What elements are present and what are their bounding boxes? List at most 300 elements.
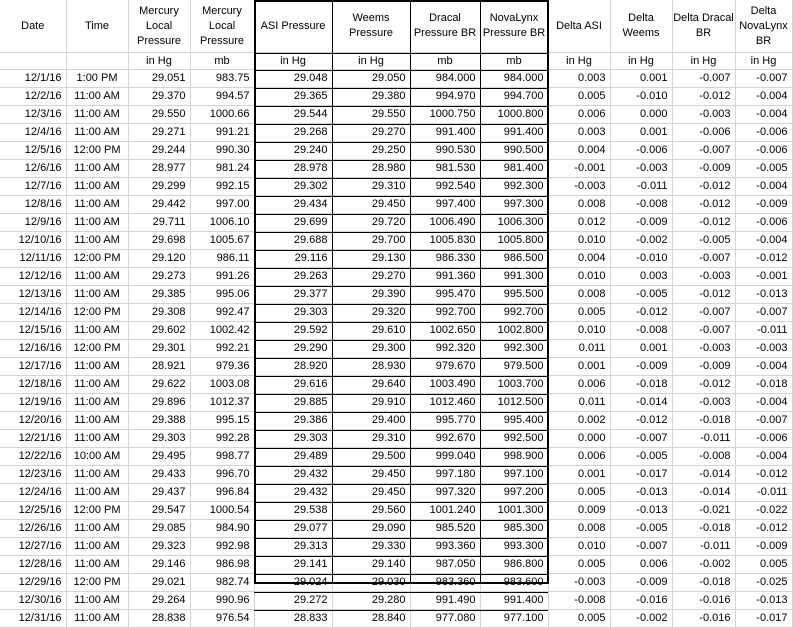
cell-mercury-mb[interactable]: 995.15	[190, 412, 254, 430]
cell-delta-dracal[interactable]: -0.003	[672, 394, 735, 412]
cell-novalynx[interactable]: 1001.300	[480, 502, 548, 520]
unit-delta-asi[interactable]: in Hg	[548, 53, 610, 70]
cell-dracal[interactable]: 992.320	[410, 340, 480, 358]
cell-delta-novalynx[interactable]: -0.013	[735, 592, 792, 610]
cell-delta-novalynx[interactable]: -0.011	[735, 484, 792, 502]
cell-delta-dracal[interactable]: -0.009	[672, 160, 735, 178]
cell-delta-dracal[interactable]: -0.018	[672, 520, 735, 538]
cell-mercury-mb[interactable]: 991.21	[190, 124, 254, 142]
cell-delta-asi[interactable]: 0.010	[548, 322, 610, 340]
header-time[interactable]: Time	[66, 0, 128, 53]
cell-dracal[interactable]: 995.770	[410, 412, 480, 430]
cell-date[interactable]: 12/3/16	[0, 106, 66, 124]
cell-delta-asi[interactable]: 0.004	[548, 142, 610, 160]
cell-novalynx[interactable]: 1005.800	[480, 232, 548, 250]
cell-delta-weems[interactable]: -0.018	[610, 376, 672, 394]
cell-weems[interactable]: 29.380	[332, 88, 410, 106]
cell-time[interactable]: 12:00 PM	[66, 340, 128, 358]
cell-asi[interactable]: 29.024	[254, 574, 332, 592]
cell-weems[interactable]: 29.320	[332, 304, 410, 322]
cell-asi[interactable]: 28.978	[254, 160, 332, 178]
cell-asi[interactable]: 28.833	[254, 610, 332, 628]
cell-date[interactable]: 12/14/16	[0, 304, 66, 322]
cell-novalynx[interactable]: 994.700	[480, 88, 548, 106]
cell-novalynx[interactable]: 981.400	[480, 160, 548, 178]
cell-delta-asi[interactable]: 0.004	[548, 250, 610, 268]
cell-delta-weems[interactable]: -0.017	[610, 466, 672, 484]
cell-delta-dracal[interactable]: -0.011	[672, 430, 735, 448]
cell-dracal[interactable]: 990.530	[410, 142, 480, 160]
cell-weems[interactable]: 29.450	[332, 466, 410, 484]
cell-delta-weems[interactable]: 0.003	[610, 268, 672, 286]
cell-asi[interactable]: 29.699	[254, 214, 332, 232]
cell-time[interactable]: 11:00 AM	[66, 466, 128, 484]
cell-date[interactable]: 12/28/16	[0, 556, 66, 574]
cell-time[interactable]: 11:00 AM	[66, 124, 128, 142]
header-delta-novalynx[interactable]: Delta NovaLynx BR	[735, 0, 792, 53]
header-weems[interactable]: Weems Pressure	[332, 0, 410, 53]
unit-mercury-inhg[interactable]: in Hg	[128, 53, 190, 70]
cell-mercury-mb[interactable]: 995.06	[190, 286, 254, 304]
cell-dracal[interactable]: 983.360	[410, 574, 480, 592]
cell-asi[interactable]: 29.885	[254, 394, 332, 412]
cell-delta-dracal[interactable]: -0.008	[672, 448, 735, 466]
cell-dracal[interactable]: 1006.490	[410, 214, 480, 232]
unit-delta-dracal[interactable]: in Hg	[672, 53, 735, 70]
cell-delta-asi[interactable]: 0.001	[548, 466, 610, 484]
cell-mercury-mb[interactable]: 992.15	[190, 178, 254, 196]
cell-mercury-mb[interactable]: 992.47	[190, 304, 254, 322]
unit-novalynx[interactable]: mb	[480, 53, 548, 70]
cell-delta-asi[interactable]: 0.005	[548, 556, 610, 574]
cell-mercury-inhg[interactable]: 29.547	[128, 502, 190, 520]
cell-novalynx[interactable]: 997.200	[480, 484, 548, 502]
cell-dracal[interactable]: 977.080	[410, 610, 480, 628]
unit-dracal[interactable]: mb	[410, 53, 480, 70]
cell-delta-asi[interactable]: 0.005	[548, 88, 610, 106]
cell-date[interactable]: 12/15/16	[0, 322, 66, 340]
cell-asi[interactable]: 29.489	[254, 448, 332, 466]
cell-delta-dracal[interactable]: -0.011	[672, 538, 735, 556]
cell-novalynx[interactable]: 977.100	[480, 610, 548, 628]
cell-weems[interactable]: 29.310	[332, 178, 410, 196]
cell-delta-dracal[interactable]: -0.003	[672, 268, 735, 286]
cell-dracal[interactable]: 1012.460	[410, 394, 480, 412]
cell-dracal[interactable]: 979.670	[410, 358, 480, 376]
cell-weems[interactable]: 28.980	[332, 160, 410, 178]
unit-weems[interactable]: in Hg	[332, 53, 410, 70]
cell-mercury-inhg[interactable]: 29.622	[128, 376, 190, 394]
cell-weems[interactable]: 29.390	[332, 286, 410, 304]
cell-delta-novalynx[interactable]: -0.005	[735, 160, 792, 178]
cell-asi[interactable]: 29.616	[254, 376, 332, 394]
cell-date[interactable]: 12/27/16	[0, 538, 66, 556]
cell-date[interactable]: 12/20/16	[0, 412, 66, 430]
cell-delta-novalynx[interactable]: -0.022	[735, 502, 792, 520]
cell-delta-novalynx[interactable]: -0.004	[735, 232, 792, 250]
cell-time[interactable]: 11:00 AM	[66, 592, 128, 610]
cell-mercury-mb[interactable]: 982.74	[190, 574, 254, 592]
cell-weems[interactable]: 29.030	[332, 574, 410, 592]
cell-delta-novalynx[interactable]: -0.025	[735, 574, 792, 592]
cell-mercury-inhg[interactable]: 29.698	[128, 232, 190, 250]
cell-date[interactable]: 12/22/16	[0, 448, 66, 466]
cell-dracal[interactable]: 1005.830	[410, 232, 480, 250]
cell-mercury-mb[interactable]: 996.70	[190, 466, 254, 484]
cell-asi[interactable]: 29.538	[254, 502, 332, 520]
cell-delta-weems[interactable]: -0.012	[610, 412, 672, 430]
cell-date[interactable]: 12/31/16	[0, 610, 66, 628]
cell-mercury-mb[interactable]: 992.98	[190, 538, 254, 556]
cell-mercury-inhg[interactable]: 29.271	[128, 124, 190, 142]
cell-time[interactable]: 11:00 AM	[66, 214, 128, 232]
cell-delta-dracal[interactable]: -0.009	[672, 358, 735, 376]
cell-dracal[interactable]: 994.970	[410, 88, 480, 106]
cell-mercury-mb[interactable]: 986.11	[190, 250, 254, 268]
cell-delta-dracal[interactable]: -0.007	[672, 142, 735, 160]
cell-delta-asi[interactable]: 0.006	[548, 448, 610, 466]
cell-delta-asi[interactable]: 0.005	[548, 610, 610, 628]
cell-novalynx[interactable]: 986.800	[480, 556, 548, 574]
cell-delta-asi[interactable]: -0.008	[548, 592, 610, 610]
cell-asi[interactable]: 29.592	[254, 322, 332, 340]
cell-time[interactable]: 1:00 PM	[66, 70, 128, 88]
cell-delta-novalynx[interactable]: -0.017	[735, 610, 792, 628]
header-delta-weems[interactable]: Delta Weems	[610, 0, 672, 53]
cell-dracal[interactable]: 991.400	[410, 124, 480, 142]
cell-novalynx[interactable]: 992.700	[480, 304, 548, 322]
cell-novalynx[interactable]: 997.300	[480, 196, 548, 214]
cell-weems[interactable]: 29.550	[332, 106, 410, 124]
cell-weems[interactable]: 29.560	[332, 502, 410, 520]
cell-delta-asi[interactable]: 0.003	[548, 124, 610, 142]
cell-time[interactable]: 11:00 AM	[66, 412, 128, 430]
cell-weems[interactable]: 29.700	[332, 232, 410, 250]
cell-delta-novalynx[interactable]: -0.018	[735, 376, 792, 394]
cell-dracal[interactable]: 997.180	[410, 466, 480, 484]
cell-delta-dracal[interactable]: -0.007	[672, 250, 735, 268]
cell-mercury-mb[interactable]: 1000.54	[190, 502, 254, 520]
cell-mercury-inhg[interactable]: 29.146	[128, 556, 190, 574]
cell-mercury-mb[interactable]: 1002.42	[190, 322, 254, 340]
cell-novalynx[interactable]: 985.300	[480, 520, 548, 538]
cell-dracal[interactable]: 993.360	[410, 538, 480, 556]
cell-delta-novalynx[interactable]: -0.006	[735, 124, 792, 142]
cell-delta-dracal[interactable]: -0.006	[672, 124, 735, 142]
cell-delta-novalynx[interactable]: -0.004	[735, 178, 792, 196]
header-delta-asi[interactable]: Delta ASI	[548, 0, 610, 53]
cell-asi[interactable]: 29.240	[254, 142, 332, 160]
cell-mercury-mb[interactable]: 998.77	[190, 448, 254, 466]
cell-delta-weems[interactable]: -0.007	[610, 538, 672, 556]
cell-delta-asi[interactable]: 0.008	[548, 196, 610, 214]
cell-delta-dracal[interactable]: -0.014	[672, 484, 735, 502]
cell-weems[interactable]: 29.310	[332, 430, 410, 448]
cell-mercury-inhg[interactable]: 29.442	[128, 196, 190, 214]
cell-delta-novalynx[interactable]: -0.004	[735, 106, 792, 124]
cell-dracal[interactable]: 1003.490	[410, 376, 480, 394]
cell-time[interactable]: 11:00 AM	[66, 232, 128, 250]
cell-novalynx[interactable]: 992.300	[480, 178, 548, 196]
cell-mercury-inhg[interactable]: 29.896	[128, 394, 190, 412]
cell-asi[interactable]: 29.048	[254, 70, 332, 88]
cell-dracal[interactable]: 1002.650	[410, 322, 480, 340]
cell-dracal[interactable]: 991.360	[410, 268, 480, 286]
cell-asi[interactable]: 29.432	[254, 484, 332, 502]
cell-date[interactable]: 12/8/16	[0, 196, 66, 214]
cell-mercury-mb[interactable]: 1000.66	[190, 106, 254, 124]
cell-novalynx[interactable]: 991.400	[480, 124, 548, 142]
cell-date[interactable]: 12/24/16	[0, 484, 66, 502]
cell-mercury-mb[interactable]: 1006.10	[190, 214, 254, 232]
cell-date[interactable]: 12/29/16	[0, 574, 66, 592]
cell-delta-weems[interactable]: 0.000	[610, 106, 672, 124]
cell-asi[interactable]: 29.434	[254, 196, 332, 214]
cell-date[interactable]: 12/13/16	[0, 286, 66, 304]
header-mercury-mb[interactable]: Mercury Local Pressure	[190, 0, 254, 53]
cell-mercury-mb[interactable]: 990.30	[190, 142, 254, 160]
cell-asi[interactable]: 29.290	[254, 340, 332, 358]
cell-mercury-mb[interactable]: 994.57	[190, 88, 254, 106]
cell-delta-novalynx[interactable]: -0.006	[735, 142, 792, 160]
cell-mercury-inhg[interactable]: 29.299	[128, 178, 190, 196]
cell-delta-novalynx[interactable]: -0.007	[735, 412, 792, 430]
cell-mercury-inhg[interactable]: 28.977	[128, 160, 190, 178]
cell-delta-weems[interactable]: -0.005	[610, 448, 672, 466]
cell-delta-dracal[interactable]: -0.003	[672, 340, 735, 358]
cell-time[interactable]: 11:00 AM	[66, 484, 128, 502]
cell-novalynx[interactable]: 990.500	[480, 142, 548, 160]
cell-delta-asi[interactable]: 0.002	[548, 412, 610, 430]
cell-delta-weems[interactable]: -0.011	[610, 178, 672, 196]
unit-delta-novalynx[interactable]: in Hg	[735, 53, 792, 70]
cell-asi[interactable]: 29.432	[254, 466, 332, 484]
cell-date[interactable]: 12/10/16	[0, 232, 66, 250]
cell-date[interactable]: 12/6/16	[0, 160, 66, 178]
cell-delta-dracal[interactable]: -0.012	[672, 214, 735, 232]
cell-weems[interactable]: 29.270	[332, 124, 410, 142]
cell-mercury-inhg[interactable]: 29.051	[128, 70, 190, 88]
cell-mercury-mb[interactable]: 1012.37	[190, 394, 254, 412]
cell-delta-dracal[interactable]: -0.007	[672, 304, 735, 322]
cell-asi[interactable]: 29.272	[254, 592, 332, 610]
cell-dracal[interactable]: 984.000	[410, 70, 480, 88]
cell-delta-weems[interactable]: -0.010	[610, 250, 672, 268]
cell-delta-weems[interactable]: -0.002	[610, 610, 672, 628]
cell-dracal[interactable]: 992.700	[410, 304, 480, 322]
cell-time[interactable]: 11:00 AM	[66, 106, 128, 124]
cell-asi[interactable]: 29.268	[254, 124, 332, 142]
header-delta-dracal[interactable]: Delta Dracal BR	[672, 0, 735, 53]
cell-mercury-inhg[interactable]: 29.308	[128, 304, 190, 322]
cell-weems[interactable]: 29.610	[332, 322, 410, 340]
cell-asi[interactable]: 29.544	[254, 106, 332, 124]
cell-mercury-mb[interactable]: 986.98	[190, 556, 254, 574]
cell-delta-novalynx[interactable]: -0.004	[735, 448, 792, 466]
cell-weems[interactable]: 29.280	[332, 592, 410, 610]
cell-delta-asi[interactable]: 0.010	[548, 268, 610, 286]
cell-novalynx[interactable]: 1012.500	[480, 394, 548, 412]
cell-time[interactable]: 11:00 AM	[66, 556, 128, 574]
cell-delta-novalynx[interactable]: -0.011	[735, 322, 792, 340]
cell-mercury-inhg[interactable]: 29.264	[128, 592, 190, 610]
cell-weems[interactable]: 29.050	[332, 70, 410, 88]
cell-date[interactable]: 12/25/16	[0, 502, 66, 520]
cell-mercury-mb[interactable]: 1003.08	[190, 376, 254, 394]
cell-asi[interactable]: 29.303	[254, 304, 332, 322]
cell-weems[interactable]: 29.270	[332, 268, 410, 286]
cell-delta-asi[interactable]: -0.001	[548, 160, 610, 178]
cell-delta-asi[interactable]: 0.006	[548, 106, 610, 124]
cell-weems[interactable]: 29.500	[332, 448, 410, 466]
cell-novalynx[interactable]: 991.400	[480, 592, 548, 610]
cell-delta-asi[interactable]: 0.005	[548, 304, 610, 322]
cell-delta-weems[interactable]: 0.006	[610, 556, 672, 574]
cell-delta-asi[interactable]: 0.005	[548, 484, 610, 502]
cell-delta-weems[interactable]: -0.016	[610, 592, 672, 610]
cell-asi[interactable]: 29.365	[254, 88, 332, 106]
cell-delta-asi[interactable]: 0.000	[548, 430, 610, 448]
cell-delta-weems[interactable]: -0.013	[610, 484, 672, 502]
cell-delta-asi[interactable]: 0.009	[548, 502, 610, 520]
cell-dracal[interactable]: 997.320	[410, 484, 480, 502]
cell-mercury-inhg[interactable]: 29.550	[128, 106, 190, 124]
cell-delta-asi[interactable]: 0.011	[548, 394, 610, 412]
unit-delta-weems[interactable]: in Hg	[610, 53, 672, 70]
cell-mercury-inhg[interactable]: 29.244	[128, 142, 190, 160]
cell-weems[interactable]: 29.640	[332, 376, 410, 394]
cell-delta-asi[interactable]: 0.010	[548, 232, 610, 250]
cell-mercury-inhg[interactable]: 29.021	[128, 574, 190, 592]
cell-asi[interactable]: 29.141	[254, 556, 332, 574]
cell-novalynx[interactable]: 1003.700	[480, 376, 548, 394]
cell-mercury-inhg[interactable]: 29.303	[128, 430, 190, 448]
cell-time[interactable]: 11:00 AM	[66, 178, 128, 196]
cell-delta-novalynx[interactable]: -0.006	[735, 214, 792, 232]
cell-delta-asi[interactable]: 0.010	[548, 538, 610, 556]
cell-mercury-inhg[interactable]: 29.120	[128, 250, 190, 268]
cell-time[interactable]: 11:00 AM	[66, 88, 128, 106]
cell-delta-novalynx[interactable]: -0.006	[735, 430, 792, 448]
cell-delta-novalynx[interactable]: -0.004	[735, 88, 792, 106]
cell-mercury-inhg[interactable]: 29.388	[128, 412, 190, 430]
cell-mercury-mb[interactable]: 984.90	[190, 520, 254, 538]
cell-delta-dracal[interactable]: -0.016	[672, 592, 735, 610]
cell-date[interactable]: 12/2/16	[0, 88, 66, 106]
cell-delta-weems[interactable]: -0.009	[610, 358, 672, 376]
header-date[interactable]: Date	[0, 0, 66, 53]
cell-novalynx[interactable]: 993.300	[480, 538, 548, 556]
cell-delta-asi[interactable]: 0.003	[548, 70, 610, 88]
cell-date[interactable]: 12/17/16	[0, 358, 66, 376]
cell-delta-dracal[interactable]: -0.007	[672, 322, 735, 340]
cell-delta-weems[interactable]: -0.009	[610, 214, 672, 232]
cell-delta-novalynx[interactable]: 0.005	[735, 556, 792, 574]
cell-weems[interactable]: 29.140	[332, 556, 410, 574]
unit-mercury-mb[interactable]: mb	[190, 53, 254, 70]
cell-delta-dracal[interactable]: -0.012	[672, 286, 735, 304]
cell-delta-dracal[interactable]: -0.002	[672, 556, 735, 574]
cell-weems[interactable]: 29.720	[332, 214, 410, 232]
cell-delta-dracal[interactable]: -0.014	[672, 466, 735, 484]
cell-date[interactable]: 12/1/16	[0, 70, 66, 88]
cell-delta-novalynx[interactable]: -0.009	[735, 538, 792, 556]
cell-dracal[interactable]: 981.530	[410, 160, 480, 178]
cell-dracal[interactable]: 991.490	[410, 592, 480, 610]
cell-mercury-mb[interactable]: 1005.67	[190, 232, 254, 250]
cell-delta-weems[interactable]: 0.001	[610, 340, 672, 358]
cell-delta-dracal[interactable]: -0.016	[672, 610, 735, 628]
cell-weems[interactable]: 28.840	[332, 610, 410, 628]
cell-time[interactable]: 12:00 PM	[66, 142, 128, 160]
cell-delta-dracal[interactable]: -0.007	[672, 70, 735, 88]
cell-date[interactable]: 12/19/16	[0, 394, 66, 412]
cell-time[interactable]: 12:00 PM	[66, 502, 128, 520]
cell-mercury-inhg[interactable]: 28.921	[128, 358, 190, 376]
cell-time[interactable]: 10:00 AM	[66, 448, 128, 466]
cell-delta-asi[interactable]: 0.001	[548, 358, 610, 376]
cell-mercury-inhg[interactable]: 29.301	[128, 340, 190, 358]
cell-delta-novalynx[interactable]: -0.003	[735, 340, 792, 358]
cell-date[interactable]: 12/12/16	[0, 268, 66, 286]
cell-delta-dracal[interactable]: -0.012	[672, 88, 735, 106]
cell-mercury-mb[interactable]: 992.21	[190, 340, 254, 358]
cell-delta-weems[interactable]: -0.005	[610, 520, 672, 538]
cell-time[interactable]: 11:00 AM	[66, 430, 128, 448]
cell-delta-weems[interactable]: 0.001	[610, 70, 672, 88]
cell-delta-novalynx[interactable]: -0.012	[735, 466, 792, 484]
cell-weems[interactable]: 29.250	[332, 142, 410, 160]
cell-time[interactable]: 11:00 AM	[66, 394, 128, 412]
cell-dracal[interactable]: 985.520	[410, 520, 480, 538]
cell-date[interactable]: 12/26/16	[0, 520, 66, 538]
cell-time[interactable]: 11:00 AM	[66, 358, 128, 376]
cell-delta-asi[interactable]: -0.003	[548, 178, 610, 196]
cell-weems[interactable]: 29.450	[332, 484, 410, 502]
cell-delta-weems[interactable]: -0.012	[610, 304, 672, 322]
cell-weems[interactable]: 29.450	[332, 196, 410, 214]
cell-delta-weems[interactable]: -0.006	[610, 142, 672, 160]
cell-dracal[interactable]: 986.330	[410, 250, 480, 268]
cell-delta-asi[interactable]: 0.012	[548, 214, 610, 232]
cell-time[interactable]: 11:00 AM	[66, 376, 128, 394]
cell-mercury-inhg[interactable]: 29.437	[128, 484, 190, 502]
cell-date[interactable]: 12/4/16	[0, 124, 66, 142]
cell-mercury-inhg[interactable]: 29.085	[128, 520, 190, 538]
cell-delta-weems[interactable]: -0.002	[610, 232, 672, 250]
cell-weems[interactable]: 29.910	[332, 394, 410, 412]
cell-time[interactable]: 11:00 AM	[66, 520, 128, 538]
cell-novalynx[interactable]: 991.300	[480, 268, 548, 286]
cell-asi[interactable]: 28.920	[254, 358, 332, 376]
cell-delta-weems[interactable]: -0.008	[610, 322, 672, 340]
cell-weems[interactable]: 29.300	[332, 340, 410, 358]
cell-delta-dracal[interactable]: -0.021	[672, 502, 735, 520]
cell-delta-weems[interactable]: -0.003	[610, 160, 672, 178]
cell-delta-novalynx[interactable]: -0.007	[735, 304, 792, 322]
cell-mercury-inhg[interactable]: 29.495	[128, 448, 190, 466]
cell-time[interactable]: 11:00 AM	[66, 610, 128, 628]
cell-delta-dracal[interactable]: -0.005	[672, 232, 735, 250]
cell-delta-weems[interactable]: -0.008	[610, 196, 672, 214]
cell-mercury-mb[interactable]: 996.84	[190, 484, 254, 502]
cell-delta-weems[interactable]: -0.013	[610, 502, 672, 520]
cell-mercury-inhg[interactable]: 29.385	[128, 286, 190, 304]
cell-delta-dracal[interactable]: -0.018	[672, 412, 735, 430]
cell-asi[interactable]: 29.116	[254, 250, 332, 268]
cell-delta-novalynx[interactable]: -0.001	[735, 268, 792, 286]
cell-mercury-inhg[interactable]: 29.323	[128, 538, 190, 556]
